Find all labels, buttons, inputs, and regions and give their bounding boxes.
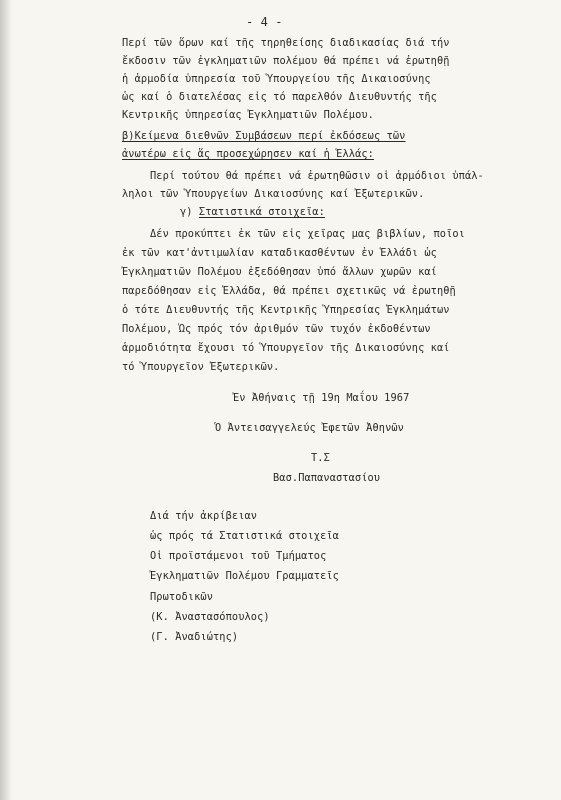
paragraph-3-line-7: ἁρμοδιότητα ἔχουσι τό Ὑπουργεῖον τῆς Δικαιοσύνης καί	[122, 342, 450, 354]
paragraph-1-line-1: Περί τῶν ὅρων καί τῆς τηρηθείσης διαδικασίας διά τήν	[122, 37, 450, 49]
certification-line-6: (Κ. Ἀναστασόπουλος)	[150, 611, 270, 623]
heading-c-prefix: γ)	[180, 206, 193, 218]
certification-line-5: Πρωτοδικῶν	[150, 591, 213, 603]
paragraph-3-line-4: παρεδόθησαν εἰς Ἑλλάδα, θά πρέπει σχετικῶς νά ἐρωτηθῇ	[122, 285, 456, 297]
paragraph-3-line-3: Ἐγκληματιῶν Πολέμου ἐξεδόθησαν ὑπό ἄλλων χωρῶν καί	[122, 266, 437, 278]
paragraph-1-line-4: ὡς καί ὁ διατελέσας εἰς τό παρελθόν Διευθυντής τῆς	[122, 91, 437, 103]
heading-c	[180, 206, 325, 219]
paragraph-2-line-1: Περί τούτου θά πρέπει νά ἐρωτηθῶσιν οἱ ἁρμόδιοι ὑπάλ-	[150, 170, 484, 182]
heading-b-line-1: β)Κείμενα διεθνῶν Συμβάσεων περί ἐκδόσεως τῶν	[122, 130, 406, 142]
certification-line-4: Ἐγκληματιῶν Πολέμου Γραμματεῖς	[150, 570, 339, 582]
certification-line-3: Οἱ προϊστάμενοι τοῦ Τμήματος	[150, 550, 327, 562]
paragraph-3-line-5: ὁ τότε Διευθυντής τῆς Κεντρικῆς Ὑπηρεσίας Ἐγκλημάτων	[122, 304, 450, 316]
scan-edge-shadow	[0, 0, 12, 800]
heading-c-text: Στατιστικά στοιχεῖα:	[198, 206, 325, 218]
signatory-name: Βασ.Παπαναστασίου	[273, 472, 381, 484]
page-number: - 4 -	[246, 15, 283, 29]
certification-line-2: ὡς πρός τά Στατιστικά στοιχεῖα	[150, 530, 339, 542]
heading-b-line-2: ἀνωτέρω εἰς ἅς προσεχώρησεν καί ἡ Ἑλλάς:	[122, 148, 374, 160]
paragraph-3-line-1: Δέν προκύπτει ἐκ τῶν εἰς χεῖρας μας βιβλίων, ποῖοι	[150, 228, 465, 240]
certification-line-1: Διά τήν ἀκρίβειαν	[150, 510, 258, 522]
paragraph-3-line-2: ἐκ τῶν κατ'ἀντιμωλίαν καταδικασθέντων ἐν Ἑλλάδι ὡς	[122, 247, 437, 259]
paragraph-1-line-3: ἡ ἁρμοδία ὑπηρεσία τοῦ Ὑπουργείου τῆς Δικαιοσύνης	[122, 73, 431, 85]
ts-mark: Τ.Σ	[311, 452, 330, 464]
paragraph-1-line-2: ἔκδοσιν τῶν ἐγκληματιῶν πολέμου θά πρέπει νά ἐρωτηθῇ	[122, 55, 450, 67]
paragraph-1-line-5: Κεντρικῆς ὑπηρεσίας Ἐγκληματιῶν Πολέμου.	[122, 109, 374, 121]
paragraph-3-line-6: Πολέμου, Ὡς πρός τόν ἀριθμόν τῶν τυχόν ἐκδοθέντων	[122, 323, 431, 335]
paragraph-2-line-2: ληλοι τῶν Ὑπουργείων Δικαιοσύνης καί Ἐξωτερικῶν.	[122, 188, 425, 200]
paragraph-3-line-8: τό Ὑπουργεῖον Ἐξωτερικῶν.	[122, 361, 280, 373]
dateline: Ἐν Ἀθήναις τῇ 19η Μαΐου 1967	[233, 392, 410, 404]
signatory-title: Ὁ Ἀντεισαγγελεύς Ἐφετῶν Ἀθηνῶν	[215, 422, 404, 434]
certification-line-7: (Γ. Ἀναδιώτης)	[150, 631, 239, 643]
